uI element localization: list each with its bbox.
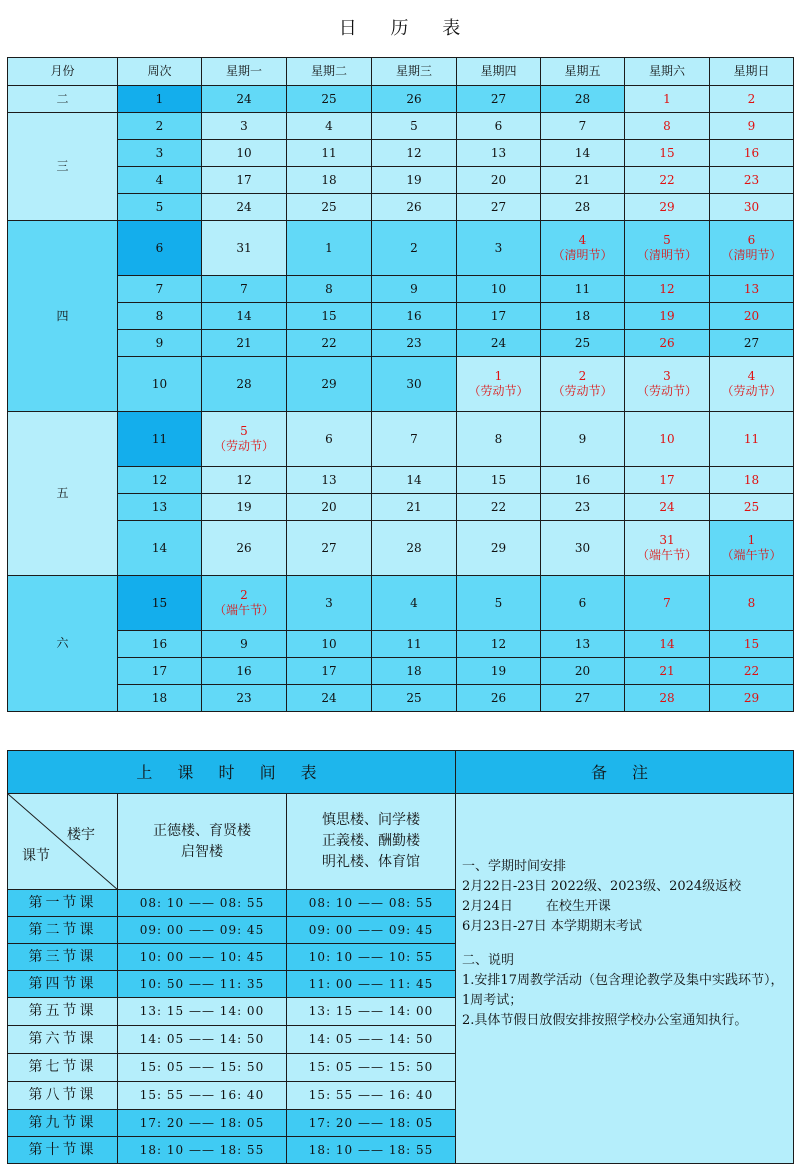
building-b-line: 明礼楼、体育馆 <box>322 854 420 870</box>
building-b-line: 慎思楼、问学楼 <box>322 812 420 828</box>
day-cell: 13 <box>710 276 794 303</box>
week-number: 10 <box>118 357 202 412</box>
week-row <box>8 86 794 113</box>
diagonal-line <box>8 794 118 890</box>
day-cell: 15 <box>287 303 372 330</box>
day-cell: 8 <box>287 276 372 303</box>
day-cell: 17 <box>202 167 287 194</box>
week-number: 17 <box>118 658 202 685</box>
day-cell: 2 <box>710 86 794 113</box>
day-cell: 16 <box>202 658 287 685</box>
day-cell: 17 <box>457 303 541 330</box>
day-cell: 18 <box>710 467 794 494</box>
week-row <box>8 576 794 631</box>
week-number: 15 <box>118 576 202 631</box>
period-time-a: 14: 05 —— 14: 50 <box>118 1026 287 1054</box>
calendar-table <box>7 57 794 712</box>
week-number: 3 <box>118 140 202 167</box>
day-cell: 11 <box>372 631 457 658</box>
day-cell: 29 <box>287 357 372 412</box>
period-name: 第三节课 <box>8 944 118 971</box>
period-time-a: 13: 15 —— 14: 00 <box>118 998 287 1026</box>
holiday-label: （清明节） <box>552 248 613 262</box>
calendar-header-row <box>8 58 794 86</box>
day-cell: 26 <box>372 86 457 113</box>
day-cell: 5 <box>457 576 541 631</box>
day-cell: 18 <box>287 167 372 194</box>
corner-period-label: 课节 <box>22 848 50 864</box>
day-cell: 20 <box>710 303 794 330</box>
day-cell: 23 <box>710 167 794 194</box>
holiday-label: （清明节） <box>721 248 782 262</box>
notes-line: 2月22日-23日 2022级、2023级、2024级返校 <box>462 878 742 894</box>
day-cell: 8 <box>457 412 541 467</box>
day-cell: 16 <box>372 303 457 330</box>
day-cell: 25 <box>710 494 794 521</box>
week-row <box>8 412 794 467</box>
day-cell: 25 <box>287 194 372 221</box>
month-cell: 四 <box>8 221 118 412</box>
day-cell: 4 <box>287 113 372 140</box>
day-number: 31 <box>659 533 675 547</box>
period-name: 第一节课 <box>8 890 118 917</box>
day-cell: 22 <box>625 167 710 194</box>
day-cell: 3 <box>287 576 372 631</box>
day-cell: 26 <box>372 194 457 221</box>
day-cell: 11 <box>287 140 372 167</box>
week-row <box>8 357 794 412</box>
day-cell: 10 <box>202 140 287 167</box>
day-cell: 30 <box>541 521 625 576</box>
day-cell: 28 <box>202 357 287 412</box>
day-cell: 27 <box>541 685 625 712</box>
holiday-cell <box>710 221 794 276</box>
day-cell: 13 <box>541 631 625 658</box>
day-cell: 1 <box>625 86 710 113</box>
day-cell: 21 <box>625 658 710 685</box>
day-number: 1 <box>494 369 503 383</box>
week-number: 6 <box>118 221 202 276</box>
day-cell: 30 <box>710 194 794 221</box>
week-row <box>8 194 794 221</box>
holiday-label: （端午节） <box>636 548 697 562</box>
day-cell: 14 <box>625 631 710 658</box>
week-number: 4 <box>118 167 202 194</box>
week-number: 12 <box>118 467 202 494</box>
day-number: 1 <box>747 533 756 547</box>
day-cell: 14 <box>541 140 625 167</box>
period-time-a: 10: 00 —— 10: 45 <box>118 944 287 971</box>
holiday-label: （劳动节） <box>636 384 697 398</box>
day-cell: 24 <box>202 194 287 221</box>
day-cell: 26 <box>457 685 541 712</box>
holiday-cell <box>457 357 541 412</box>
day-cell: 15 <box>457 467 541 494</box>
day-cell: 16 <box>541 467 625 494</box>
day-cell: 26 <box>625 330 710 357</box>
day-cell: 17 <box>625 467 710 494</box>
day-cell: 10 <box>625 412 710 467</box>
notes-line: 1.安排17周教学活动（包含理论教学及集中实践环节），1周考试； <box>462 972 784 1008</box>
day-cell: 22 <box>710 658 794 685</box>
day-cell: 20 <box>541 658 625 685</box>
day-cell: 3 <box>457 221 541 276</box>
day-cell: 24 <box>202 86 287 113</box>
period-name: 第六节课 <box>8 1026 118 1054</box>
day-cell: 28 <box>372 521 457 576</box>
day-cell: 5 <box>372 113 457 140</box>
day-cell: 4 <box>372 576 457 631</box>
header-sun: 星期日 <box>710 58 794 86</box>
day-cell: 12 <box>625 276 710 303</box>
notes-line: 2月24日 在校生开课 <box>462 898 611 914</box>
day-cell: 11 <box>710 412 794 467</box>
week-row <box>8 631 794 658</box>
period-name: 第八节课 <box>8 1082 118 1110</box>
day-cell: 21 <box>372 494 457 521</box>
header-month: 月份 <box>8 58 118 86</box>
day-number: 5 <box>240 424 248 438</box>
holiday-cell <box>625 521 710 576</box>
day-cell: 14 <box>202 303 287 330</box>
building-a-line: 正德楼、育贤楼 <box>153 822 251 839</box>
day-cell: 6 <box>287 412 372 467</box>
day-number: 6 <box>747 233 756 247</box>
day-cell: 9 <box>710 113 794 140</box>
day-cell: 20 <box>457 167 541 194</box>
day-cell: 24 <box>287 685 372 712</box>
day-cell: 18 <box>541 303 625 330</box>
period-time-b: 18: 10 —— 18: 55 <box>287 1137 456 1164</box>
day-number: 4 <box>747 369 756 383</box>
day-number: 4 <box>578 233 587 247</box>
corner-cell <box>8 794 118 890</box>
header-mon: 星期一 <box>202 58 287 86</box>
day-cell: 21 <box>202 330 287 357</box>
day-cell: 11 <box>541 276 625 303</box>
week-number: 1 <box>118 86 202 113</box>
month-cell: 二 <box>8 86 118 113</box>
day-cell: 14 <box>372 467 457 494</box>
holiday-label: （端午节） <box>213 603 274 617</box>
day-cell: 12 <box>202 467 287 494</box>
month-cell: 五 <box>8 412 118 576</box>
period-time-b: 14: 05 —— 14: 50 <box>287 1026 456 1054</box>
building-group-a <box>118 794 287 890</box>
week-row <box>8 521 794 576</box>
day-cell: 27 <box>457 86 541 113</box>
building-b-line: 正義楼、酬勤楼 <box>322 833 420 849</box>
day-cell: 20 <box>287 494 372 521</box>
period-time-b: 15: 55 —— 16: 40 <box>287 1082 456 1110</box>
day-cell: 22 <box>287 330 372 357</box>
header-thu: 星期四 <box>457 58 541 86</box>
period-time-a: 15: 05 —— 15: 50 <box>118 1054 287 1082</box>
period-time-a: 17: 20 —— 18: 05 <box>118 1110 287 1137</box>
holiday-cell <box>625 221 710 276</box>
day-cell: 3 <box>202 113 287 140</box>
day-cell: 15 <box>625 140 710 167</box>
notes-title: 备 注 <box>456 751 794 794</box>
day-number: 5 <box>663 233 671 247</box>
week-row <box>8 113 794 140</box>
day-number: 3 <box>663 369 671 383</box>
day-cell: 12 <box>457 631 541 658</box>
day-cell: 23 <box>372 330 457 357</box>
day-cell: 7 <box>541 113 625 140</box>
day-cell: 19 <box>457 658 541 685</box>
week-number: 11 <box>118 412 202 467</box>
period-time-b: 13: 15 —— 14: 00 <box>287 998 456 1026</box>
corner-building-label: 楼宇 <box>67 827 95 843</box>
day-cell: 19 <box>202 494 287 521</box>
day-cell: 2 <box>372 221 457 276</box>
building-a-line: 启智楼 <box>181 843 223 860</box>
day-cell: 19 <box>372 167 457 194</box>
day-cell: 28 <box>541 194 625 221</box>
day-cell: 13 <box>287 467 372 494</box>
day-cell: 13 <box>457 140 541 167</box>
period-name: 第十节课 <box>8 1137 118 1164</box>
period-time-b: 09: 00 —— 09: 45 <box>287 917 456 944</box>
holiday-cell <box>541 221 625 276</box>
week-row <box>8 330 794 357</box>
week-number: 14 <box>118 521 202 576</box>
day-cell: 24 <box>457 330 541 357</box>
period-time-b: 11: 00 —— 11: 45 <box>287 971 456 998</box>
week-row <box>8 467 794 494</box>
day-cell: 27 <box>457 194 541 221</box>
holiday-label: （劳动节） <box>468 384 529 398</box>
period-name: 第二节课 <box>8 917 118 944</box>
day-cell: 17 <box>287 658 372 685</box>
day-cell: 12 <box>372 140 457 167</box>
day-cell: 9 <box>202 631 287 658</box>
day-cell: 10 <box>287 631 372 658</box>
period-time-b: 15: 05 —— 15: 50 <box>287 1054 456 1082</box>
schedule-header-row <box>8 751 794 794</box>
day-cell: 7 <box>202 276 287 303</box>
period-time-a: 08: 10 —— 08: 55 <box>118 890 287 917</box>
day-cell: 7 <box>372 412 457 467</box>
period-time-b: 17: 20 —— 18: 05 <box>287 1110 456 1137</box>
day-cell: 29 <box>625 194 710 221</box>
building-row <box>8 794 794 890</box>
period-name: 第七节课 <box>8 1054 118 1082</box>
day-number: 2 <box>578 369 587 383</box>
schedule-table <box>7 750 794 1164</box>
notes-line: 6月23日-27日 本学期期末考试 <box>462 918 642 934</box>
day-cell: 29 <box>710 685 794 712</box>
week-number: 9 <box>118 330 202 357</box>
week-number: 13 <box>118 494 202 521</box>
day-cell: 21 <box>541 167 625 194</box>
day-cell: 28 <box>625 685 710 712</box>
day-cell: 10 <box>457 276 541 303</box>
day-cell: 23 <box>541 494 625 521</box>
header-tue: 星期二 <box>287 58 372 86</box>
header-wed: 星期三 <box>372 58 457 86</box>
notes-section-2-title: 二、说明 <box>462 952 515 968</box>
holiday-label: （劳动节） <box>213 439 274 453</box>
week-number: 8 <box>118 303 202 330</box>
period-name: 第四节课 <box>8 971 118 998</box>
day-cell: 18 <box>372 658 457 685</box>
holiday-cell <box>541 357 625 412</box>
day-cell: 30 <box>372 357 457 412</box>
holiday-cell <box>202 576 287 631</box>
day-cell: 9 <box>372 276 457 303</box>
holiday-cell <box>625 357 710 412</box>
day-cell: 6 <box>541 576 625 631</box>
page-title: 日 历 表 <box>338 18 475 39</box>
notes-section-1-title: 一、学期时间安排 <box>462 858 567 874</box>
holiday-label: （劳动节） <box>721 384 782 398</box>
notes-line: 2.具体节假日放假安排按照学校办公室通知执行。 <box>462 1012 748 1028</box>
day-cell: 25 <box>287 86 372 113</box>
week-row <box>8 140 794 167</box>
day-cell: 6 <box>457 113 541 140</box>
month-cell: 六 <box>8 576 118 712</box>
week-number: 5 <box>118 194 202 221</box>
day-cell: 23 <box>202 685 287 712</box>
week-row <box>8 167 794 194</box>
day-cell: 25 <box>541 330 625 357</box>
day-cell: 1 <box>287 221 372 276</box>
holiday-cell <box>202 412 287 467</box>
diagonal-header <box>8 794 117 889</box>
day-cell: 27 <box>710 330 794 357</box>
header-sat: 星期六 <box>625 58 710 86</box>
day-cell: 8 <box>710 576 794 631</box>
day-cell: 16 <box>710 140 794 167</box>
day-cell: 22 <box>457 494 541 521</box>
period-time-a: 15: 55 —— 16: 40 <box>118 1082 287 1110</box>
holiday-label: （劳动节） <box>552 384 613 398</box>
holiday-label: （清明节） <box>636 248 697 262</box>
day-cell: 26 <box>202 521 287 576</box>
period-time-a: 09: 00 —— 09: 45 <box>118 917 287 944</box>
holiday-cell <box>710 521 794 576</box>
day-cell: 15 <box>710 631 794 658</box>
day-cell: 8 <box>625 113 710 140</box>
day-cell: 28 <box>541 86 625 113</box>
week-row <box>8 658 794 685</box>
period-time-b: 08: 10 —— 08: 55 <box>287 890 456 917</box>
period-time-b: 10: 10 —— 10: 55 <box>287 944 456 971</box>
period-time-a: 10: 50 —— 11: 35 <box>118 971 287 998</box>
week-number: 16 <box>118 631 202 658</box>
week-number: 18 <box>118 685 202 712</box>
schedule-title: 上 课 时 间 表 <box>8 751 456 794</box>
period-name: 第五节课 <box>8 998 118 1026</box>
period-name: 第九节课 <box>8 1110 118 1137</box>
day-cell: 19 <box>625 303 710 330</box>
day-number: 2 <box>240 588 248 602</box>
building-group-b <box>287 794 456 890</box>
month-cell: 三 <box>8 113 118 221</box>
holiday-label: （端午节） <box>721 548 782 562</box>
day-cell: 9 <box>541 412 625 467</box>
holiday-cell <box>710 357 794 412</box>
week-row <box>8 221 794 276</box>
notes-panel <box>456 794 794 1164</box>
week-number: 7 <box>118 276 202 303</box>
day-cell: 27 <box>287 521 372 576</box>
period-time-a: 18: 10 —— 18: 55 <box>118 1137 287 1164</box>
header-fri: 星期五 <box>541 58 625 86</box>
header-week: 周次 <box>118 58 202 86</box>
week-row <box>8 303 794 330</box>
day-cell: 29 <box>457 521 541 576</box>
week-row <box>8 685 794 712</box>
day-cell: 31 <box>202 221 287 276</box>
day-cell: 24 <box>625 494 710 521</box>
day-cell: 25 <box>372 685 457 712</box>
week-row <box>8 494 794 521</box>
week-number: 2 <box>118 113 202 140</box>
day-cell: 7 <box>625 576 710 631</box>
week-row <box>8 276 794 303</box>
